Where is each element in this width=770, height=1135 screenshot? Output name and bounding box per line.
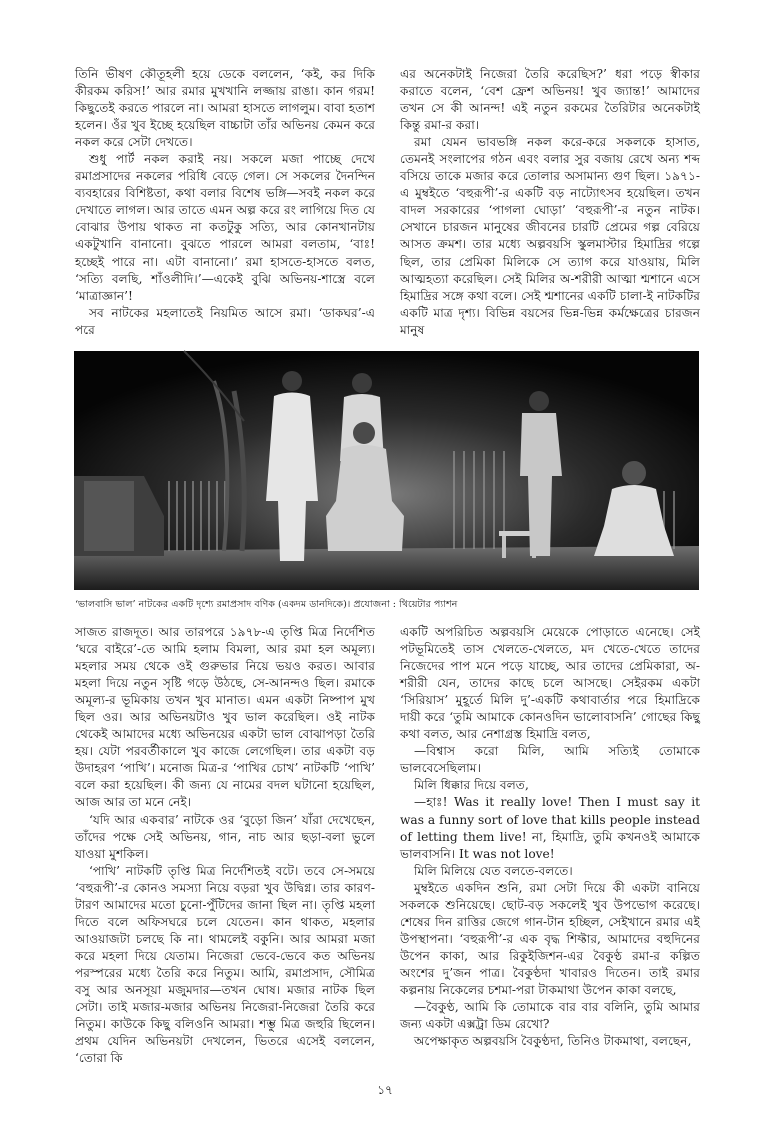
paragraph: অপেক্ষাকৃত অল্পবয়সি বৈকুণ্ঠদা, তিনিও টাকমাথা, বলছেন, bbox=[414, 1034, 692, 1049]
paragraph: সাজত রাজদূত। আর তারপরে ১৯৭৮-এ তৃপ্তি মিত্র নির্দেশিত ‘ঘরে বাইরে’-তে আমি হলাম বিমলা, আর রমা হল অমূল্য। মহলার সময় থেকে ওই গুরুভার নিয়ে ভয়ও করত। আবার মহলা দিয়ে নতুন সৃষ্টি গড়ে উঠছে, সে-আনন্দও ছিল। রমাকে অমূল্য-র ভূমিকায় তখন খুব মানাত। এমন একটা নিষ্পাপ মুখ ছিল ওর। আর অভিনয়টাও খুব ভাল করেছিল। ওই নাটক থেকেই আমাদের মধ্যে অভিনয়ের একটা ভাল বোঝাপড়া তৈরি হয়। যেটা পরবর্তীকালে খুব কাজে লেগেছিল। তার একটা বড় উদাহরণ ‘পাখি’। মনোজ মিত্র-র ‘পাখির চোখ’ নাটকটি ‘পাখি’ বলে করা হয়েছিল। কী জন্য যে নামের বদল ঘটানো হয়েছিল, আজ আর তা মনে নেই। bbox=[75, 625, 375, 810]
paragraph: এর অনেকটাই নিজেরা তৈরি করেছিস?’ ধরা পড়ে স্বীকার করাতে বলেন, ‘বেশ ফ্রেশ অভিনয়! খুব জ্যান্ত!’ আমাদের তখন সে কী আনন্দ! এই নতুন রকমের তৈরিটার অনেকটাই কিন্তু রমা-র করা। bbox=[400, 67, 700, 133]
text-column-top-right bbox=[400, 66, 700, 337]
photo-caption: ‘ভালবাসি ভাল’ নাটকের একটি দৃশ্যে রমাপ্রসাদ বণিক (একদম ডানদিকে)। প্রযোজনা : থিয়েটার প্যাশন bbox=[75, 599, 458, 610]
paragraph: —বৈকুণ্ঠ, আমি কি তোমাকে বার বার বলিনি, তুমি আমার জন্য একটা এক্সট্রা ডিম রেখো? bbox=[400, 1000, 700, 1032]
paragraph: —বিশ্বাস করো মিলি, আমি সত্যিই তোমাকে ভালবেসেছিলাম। bbox=[400, 744, 700, 776]
paragraph: —হাঃ! Was it really love! Then I must say it was a funny sort of love that kills people instead of letting them live! না, হিমাদ্রি, তুমি কখনওই আমাকে ভালবাসনি। It was not love! bbox=[400, 795, 700, 861]
paragraph: একটি অপরিচিত অল্পবয়সি মেয়েকে পোড়াতে এনেছে। সেই পটভূমিতেই তাস খেলতে-খেলতে, মদ খেতে-খেতে তাদের নিজেদের পাপ মনে পড়ে যাচ্ছে, আর তাদের প্রেমিকারা, অ-শরীরী যেন, তাদের কাছে চলে আসছে। সেইরকম একটা ‘সিরিয়াস’ মুহূর্তে মিলি দু’-একটি কথাবার্তার পরে হিমাদ্রিকে দায়ী করে ‘তুমি আমাকে কোনওদিন ভালোবাসনি’ গোছের কিছু কথা বলত, আর নেশাগ্রস্ত হিমাদ্রি বলত, bbox=[400, 625, 700, 742]
paragraph: শুধু পার্ট নকল করাই নয়। সকলে মজা পাচ্ছে দেখে রমাপ্রসাদের নকলের পরিধি বেড়ে গেল। সে সকলের দৈনন্দিন ব্যবহারের বিশিষ্টতা, কথা বলার বিশেষ ভঙ্গি—সবই নকল করে দেখাতে লাগল। আর তাতে এমন অল্প করে রং লাগিয়ে দিত যে বোঝার উপায় থাকত না কতটুকু সত্যি, আর কোনখানটায় একটুখানি বানানো। বুঝতে পারলে আমরা বলতাম, ‘বাঃ! হচ্ছেই পারে না। এটা বানানো।’ রমা হাসতে-হাসতে বলত, ‘সত্যি বলছি, শাঁওলীদি।’—একেই বুঝি অভিনয়-শাস্ত্রে বলে ‘মাত্রাজ্ঞান’! bbox=[75, 152, 375, 303]
paragraph: সব নাটকের মহলাতেই নিয়মিত আসে রমা। ‘ডাকঘর’-এ পরে bbox=[75, 305, 375, 337]
paragraph: ‘যদি আর একবার’ নাটকে ওর ‘বুড়ো জিন’ যাঁরা দেখেছেন, তাঁদের পক্ষে সেই অভিনয়, গান, নাচ আর ছড়া-বলা ভুলে যাওয়া মুশকিল। bbox=[75, 812, 375, 861]
paragraph: মিলি ধিক্কার দিয়ে বলত, bbox=[414, 778, 529, 793]
stage-scene-image bbox=[74, 351, 699, 590]
paragraph: তিনি ভীষণ কৌতূহলী হয়ে ডেকে বললেন, ‘কই, কর দিকি কীরকম করিস!’ আর রমার মুখখানি লজ্জায় রাঙা। কান গরম! কিছুতেই করতে পারলে না। আমরা হাসতে লাগলুম। বাবা হতাশ হলেন। ওঁর খুব ইচ্ছে হয়েছিল বাচ্চাটা তাঁর অভিনয় কেমন করে নকল করে সেটা দেখতে। bbox=[75, 67, 375, 150]
text-column-top-left bbox=[75, 66, 375, 337]
paragraph: মিলি মিলিয়ে যেত বলতে-বলতে। bbox=[414, 863, 573, 878]
stage-photograph bbox=[74, 351, 699, 590]
text-column-bottom-right bbox=[400, 624, 700, 1072]
paragraph: ‘পাখি’ নাটকটি তৃপ্তি মিত্র নির্দেশিতই বটে। তবে সে-সময়ে ‘বহুরূপী’-র কোনও সমস্যা নিয়ে বড়রা খুব উদ্বিগ্ন। তার কারণ-টারণ আমাদের মতো চুনো-পুঁটিদের জানা ছিল না। তৃপ্তি মহলা দিতে বলে অফিসঘরে চলে যেতেন। কান থাকত, মহলার আওয়াজটা চলছে কি না। থামলেই বকুনি। আর আমরা মজা করে মহলা দিয়ে যেতাম। নিজেরা ভেবে-ভেবে কত অভিনয় পরস্পরের মধ্যে তৈরি করে নিতুম। আমি, রমাপ্রসাদ, সৌমিত্র বসু আর অনসূয়া মজুমদার—তখন ঘোষ। মজার নাটক ছিল সেটা। তাই মজার-মজার অভিনয় নিজেরা-নিজেরা তৈরি করে নিতুম। কাউকে কিছু বলিওনি আমরা। শম্ভু মিত্র জহুরি ছিলেন। প্রথম যেদিন অভিনয়টা দেখলেন, ভিতরে এসেই বললেন, ‘তোরা কি bbox=[75, 863, 375, 1066]
text-column-bottom-left bbox=[75, 624, 375, 1072]
paragraph: মুম্বইতে একদিন শুনি, রমা সেটা দিয়ে কী একটা বানিয়ে সকলকে শুনিয়েছে। ছোট-বড় সকলেই খুব উপভোগ করেছে। শেষের দিন রাত্তির জেগে গান-টান হচ্ছিল, সেইখানে রমার এই উপস্থাপনা। ‘বহুরূপী’-র এক বৃদ্ধ শিফ্টার, আমাদের বহুদিনের উপেন কাকা, আর রিকুইজিশন-এর বৈকুণ্ঠ রমা-র কল্পিত অংশের দু’জন পাত্র। বৈকুণ্ঠদা খাবারও দিতেন। তাই রমার কল্পনায় নিকেলের চশমা-পরা টাকমাথা উপেন কাকা বলছে, bbox=[400, 880, 700, 997]
page-number: ১৭ bbox=[377, 1083, 393, 1097]
paragraph: রমা যেমন ভাবভঙ্গি নকল করে-করে সকলকে হাসাত, তেমনই সংলাপের গঠন এবং বলার সুর বজায় রেখে অন্য শব্দ বসিয়ে তাকে মজার করে তোলার অসামান্য গুণ ছিল। ১৯৭১-এ মুম্বইতে ‘বহুরূপী’-র একটি বড় নাট্যোৎসব হয়েছিল। তখন বাদল সরকারের ‘পাগলা ঘোড়া’ ‘বহুরূপী’-র নতুন নাটক। সেখানে চারজন মানুষের জীবনের চারটি প্রেমের গল্প বেরিয়ে আসত ক্রমশ। তার মধ্যে অল্পবয়সি স্কুলমাস্টার হিমাদ্রির গল্পে ছিল, তার প্রেমিকা মিলিকে সে ত্যাগ করে যাওয়ায়, মিলি আত্মহত্যা করেছিল। সেই মিলির অ-শরীরী আত্মা শ্মশানে এসে হিমাদ্রির সঙ্গে কথা বলে। সেই শ্মশানের একটি চালা-ই নাটকটির একটি মাত্র দৃশ্য। বিভিন্ন বয়সের ভিন্ন-ভিন্ন কর্মক্ষেত্রের চারজন মানুষ bbox=[400, 135, 700, 337]
